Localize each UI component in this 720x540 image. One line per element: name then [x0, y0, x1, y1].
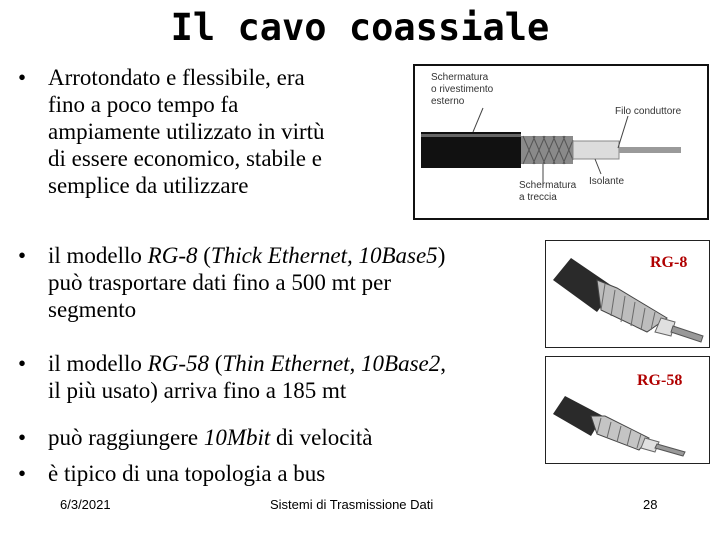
- bullet-speed: [18, 424, 373, 451]
- bullet-dot: •: [18, 65, 27, 90]
- bullet-line: [48, 424, 372, 451]
- rg8-label: RG-8: [650, 254, 688, 271]
- label-shield-outer: esterno: [431, 96, 465, 107]
- bullet-intro: [18, 64, 325, 199]
- text-run: (: [197, 243, 211, 268]
- label-shield-outer: Schermatura: [431, 72, 489, 83]
- standard-name: Thin Ethernet, 10Base2: [222, 351, 441, 376]
- bullet-line: segmento: [48, 297, 137, 322]
- rg58-cable-image: [545, 356, 710, 464]
- footer-title: Sistemi di Trasmissione Dati: [270, 497, 434, 512]
- text-run: può raggiungere: [48, 425, 204, 450]
- label-conductor: Filo conduttore: [615, 106, 682, 117]
- rg58-label: RG-58: [637, 372, 683, 389]
- model-name: RG-8: [147, 243, 198, 268]
- bullet-line: fino a poco tempo fa: [48, 92, 239, 117]
- text-run: di velocità: [270, 425, 373, 450]
- bullet-topology: [18, 460, 326, 487]
- footer-date: 6/3/2021: [60, 497, 111, 512]
- text-run: ): [437, 243, 446, 268]
- text-run: il modello: [48, 243, 148, 268]
- bullet-dot: •: [18, 461, 27, 486]
- bullet-line: può trasportare dati fino a 500 mt per: [48, 270, 391, 295]
- rg58-cable-svg: [545, 356, 710, 464]
- coax-diagram-svg: [413, 64, 709, 220]
- footer-page-number: 28: [643, 497, 658, 512]
- bullet-dot: •: [18, 243, 27, 268]
- text-run: il modello: [48, 351, 148, 376]
- bullet-line: [48, 242, 445, 269]
- bullet-rg58: [18, 350, 447, 404]
- text-run: ,: [440, 351, 447, 376]
- bullet-dot: •: [18, 351, 27, 376]
- bullet-line: ampiamente utilizzato in virtù: [48, 119, 325, 144]
- model-name: RG-58: [147, 351, 209, 376]
- bullet-line: [48, 350, 446, 377]
- bullet-line: di essere economico, stabile e: [48, 146, 322, 171]
- label-braid: a treccia: [519, 192, 557, 203]
- coax-diagram: [413, 64, 709, 220]
- label-shield-outer: o rivestimento: [431, 84, 494, 95]
- label-insulator: Isolante: [589, 176, 625, 187]
- standard-name: Thick Ethernet, 10Base5: [210, 243, 438, 268]
- label-braid: Schermatura: [519, 180, 577, 191]
- text-run: (: [209, 351, 223, 376]
- rg8-cable-image: [545, 240, 710, 348]
- bullet-line: il più usato) arriva fino a 185 mt: [48, 378, 347, 403]
- bullet-line: semplice da utilizzare: [48, 173, 249, 198]
- slide-title: Il cavo coassiale: [170, 6, 550, 49]
- bullet-line: è tipico di una topologia a bus: [48, 461, 326, 486]
- bullet-dot: •: [18, 425, 27, 450]
- bullet-line: Arrotondato e flessibile, era: [48, 65, 305, 90]
- bullet-rg8: [18, 242, 446, 323]
- speed-value: 10Mbit: [203, 425, 271, 450]
